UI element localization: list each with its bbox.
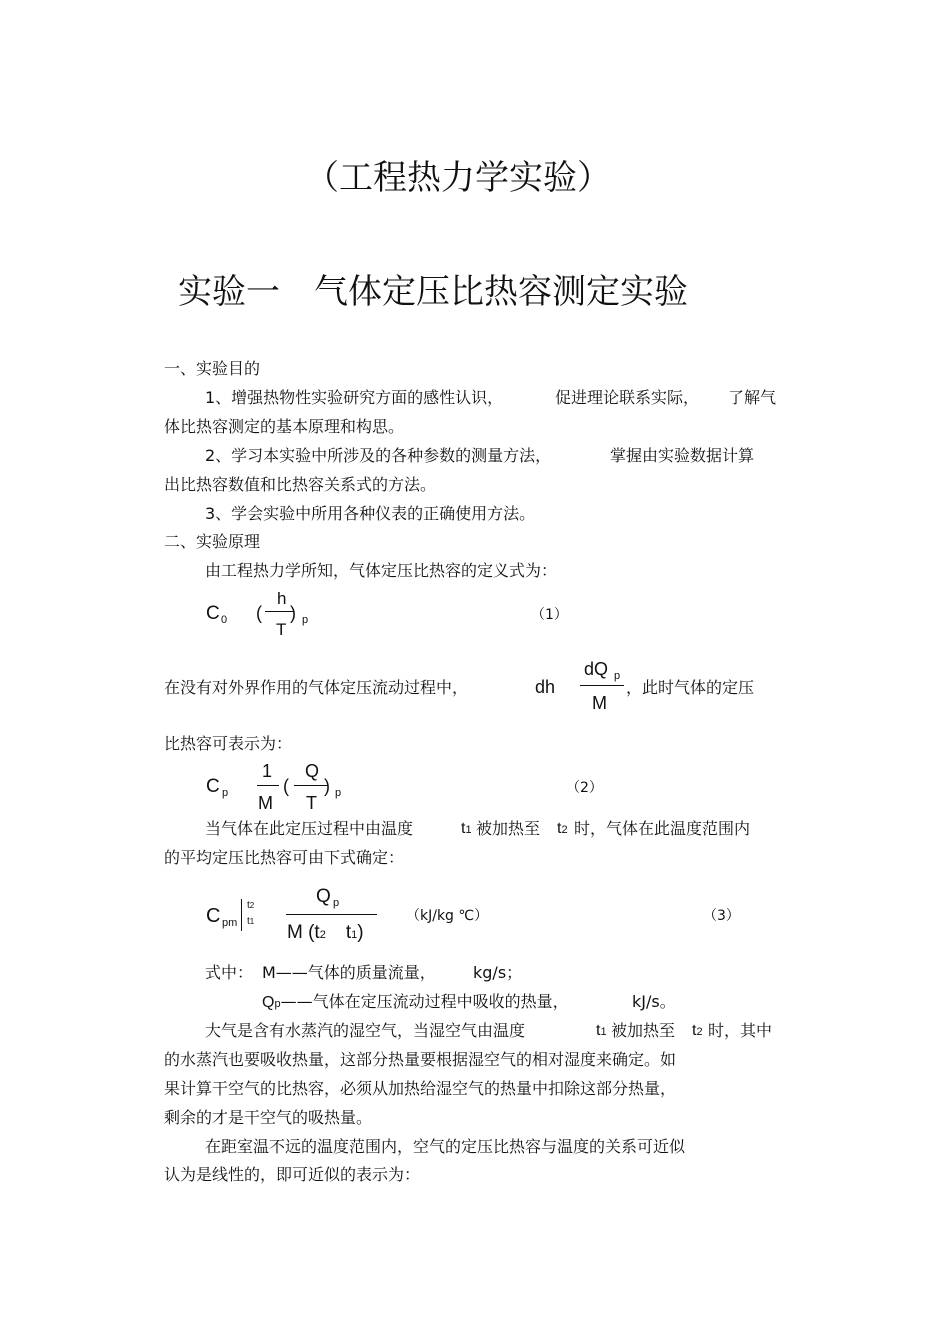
linear-relation-line-2: 认为是线性的，即可近似的表示为：	[164, 1165, 421, 1184]
temp-t2	[557, 819, 568, 840]
temp-t1-symbol: t	[461, 820, 466, 837]
eq3-unit: （kJ/kg ℃）	[406, 908, 489, 924]
principle-flow-text-end: ，此时气体的定压	[626, 678, 755, 697]
eq2-denominator-2: T	[306, 793, 317, 813]
eq1-symbol-c: C	[206, 603, 220, 624]
linear-relation-line-1: 在距室温不远的温度范围内，空气的定压比热容与温度的关系可近似	[205, 1137, 686, 1156]
temp-t1	[461, 819, 472, 840]
principle-flow-text: 在没有对外界作用的气体定压流动过程中，	[164, 678, 469, 697]
section-heading-principle: 二、实验原理	[164, 532, 261, 551]
principle-intro: 由工程热力学所知，气体定压比热容的定义式为：	[205, 561, 558, 580]
eq2-number: （2）	[566, 780, 603, 796]
purpose-item-2-line-2: 出比热容数值和比热容关系式的方法。	[164, 475, 437, 494]
document-title: （工程热力学实验）	[305, 158, 611, 198]
eq3-upper-t: t	[247, 900, 250, 911]
eq3-fraction-bar	[286, 914, 377, 915]
humid-air-line-3: 果计算干空气的比热容，必须从加热给湿空气的热量中扣除这部分热量，	[164, 1079, 677, 1098]
eq3-numerator-subscript: p	[333, 897, 340, 909]
eq3-subscript-pm: pm	[222, 917, 238, 929]
humid-t1-subscript: 1	[600, 1026, 607, 1038]
eq3-lower-limit	[247, 916, 254, 927]
experiment-title: 实验一 气体定压比热容测定实验	[178, 272, 688, 312]
temp-range-line-2: 的平均定压比热容可由下式确定：	[164, 848, 405, 867]
principle-flow-line-2: 比热容可表示为：	[164, 734, 293, 753]
purpose-item-1-part-b: 促进理论联系实际，	[555, 388, 700, 407]
purpose-item-2-part-a: 2、学习本实验中所涉及的各种参数的测量方法，	[205, 446, 552, 465]
dh-fraction-bar	[580, 685, 624, 686]
purpose-item-2-part-b: 掌握由实验数据计算	[610, 446, 755, 465]
eq2-right-paren: )	[324, 776, 330, 796]
where-label: 式中：	[205, 963, 254, 982]
eq3-den-subscript-2: 2	[319, 929, 326, 941]
eq2-denominator-1: M	[258, 793, 273, 813]
dh-denominator: M	[592, 693, 607, 713]
eq3-numerator: Q	[316, 886, 331, 907]
eq2-subscript-p-outer: p	[335, 787, 342, 799]
temp-range-text-b: 被加热至	[476, 819, 541, 838]
eq2-symbol-c: C	[206, 776, 220, 797]
where-heat	[262, 992, 569, 1014]
temp-t2-subscript: 2	[561, 824, 568, 836]
eq2-numerator-1: 1	[262, 761, 273, 781]
eq3-denominator	[287, 922, 364, 944]
humid-air-text-b: 被加热至	[611, 1021, 676, 1040]
eq3-upper-limit	[247, 900, 254, 911]
eq3-evaluation-bar	[241, 899, 242, 931]
humid-air-line-2: 的水蒸汽也要吸收热量，这部分热量要根据湿空气的相对湿度来确定。如	[164, 1050, 677, 1069]
temp-range-text-a: 当气体在此定压过程中由温度	[205, 819, 414, 838]
dh-numerator-subscript: p	[614, 670, 621, 682]
eq3-number: （3）	[703, 908, 740, 924]
eq1-left-paren: (	[256, 603, 262, 623]
eq3-lower-subscript: 1	[249, 917, 255, 926]
dh-numerator: dQ	[584, 659, 609, 679]
humid-air-text-c: 时，其中	[708, 1021, 773, 1040]
dh-symbol: dh	[535, 677, 556, 697]
eq3-symbol-c: C	[206, 905, 221, 927]
eq1-numerator: h	[277, 589, 287, 608]
eq1-number: （1）	[531, 607, 568, 623]
eq2-numerator-2: Q	[305, 761, 320, 781]
eq1-right-paren: )	[290, 603, 296, 623]
eq1-denominator: T	[276, 620, 287, 639]
purpose-item-1-line-2: 体比热容测定的基本原理和构思。	[164, 417, 405, 436]
eq3-den-part-a: M (t	[287, 922, 320, 943]
humid-t1	[596, 1021, 607, 1042]
eq2-fraction-bar-2	[294, 785, 328, 786]
where-mass-flow-unit: kg/s；	[473, 963, 523, 982]
humid-air-text-a: 大气是含有水蒸汽的湿空气，当湿空气由温度	[205, 1021, 526, 1040]
eq2-fraction-bar-1	[257, 785, 279, 786]
where-heat-symbol: Q	[262, 994, 275, 1011]
purpose-item-1-part-c: 了解气	[728, 388, 777, 407]
eq2-subscript-p: p	[222, 787, 229, 799]
eq1-subscript-p: p	[302, 614, 309, 626]
humid-t2-symbol: t	[692, 1022, 697, 1039]
eq3-den-subscript-1: 1	[351, 929, 358, 941]
where-heat-description: ——气体在定压流动过程中吸收的热量，	[280, 992, 569, 1011]
eq3-den-part-c: )	[357, 922, 364, 943]
humid-t1-symbol: t	[596, 1022, 601, 1039]
purpose-item-1-part-a: 1、增强热物性实验研究方面的感性认识，	[205, 388, 504, 407]
humid-t2	[692, 1021, 703, 1042]
temp-range-text-c: 时，气体在此温度范围内	[574, 819, 751, 838]
humid-air-line-4: 剩余的才是干空气的吸热量。	[164, 1108, 373, 1127]
where-heat-subscript: p	[274, 998, 281, 1010]
temp-t1-subscript: 1	[465, 824, 472, 836]
temp-t2-symbol: t	[557, 820, 562, 837]
purpose-item-3: 3、学会实验中所用各种仪表的正确使用方法。	[205, 504, 536, 523]
where-mass-flow: M——气体的质量流量，	[262, 963, 436, 982]
eq3-upper-subscript: 2	[249, 901, 255, 910]
eq3-den-part-b: t	[345, 922, 352, 943]
where-heat-unit: kJ/s。	[632, 992, 676, 1011]
eq1-subscript: 0	[221, 614, 228, 626]
humid-t2-subscript: 2	[696, 1026, 703, 1038]
eq3-lower-t: t	[247, 916, 250, 927]
eq2-left-paren: (	[283, 776, 289, 796]
section-heading-purpose: 一、实验目的	[164, 359, 261, 378]
